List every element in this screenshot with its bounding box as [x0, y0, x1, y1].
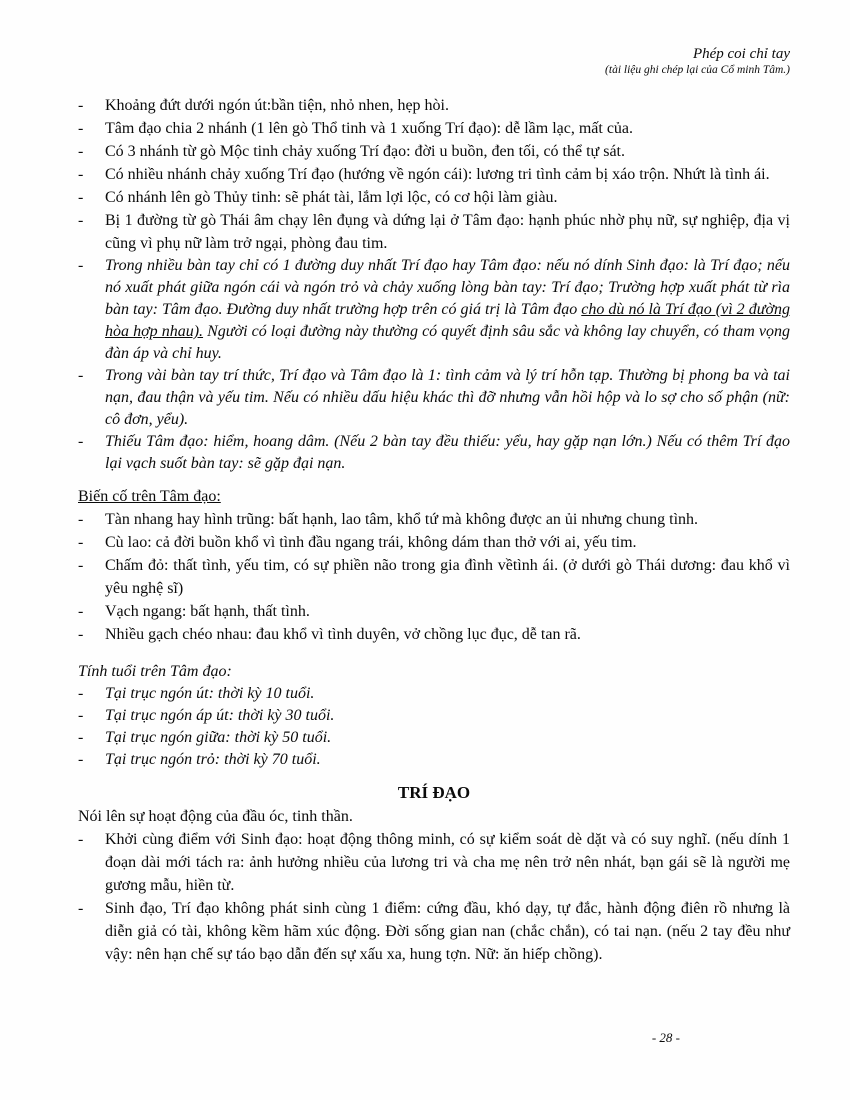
list-item	[78, 727, 790, 749]
bullet-dash: -	[78, 257, 84, 274]
bullet-dash: -	[78, 626, 84, 643]
bullet-dash: -	[78, 534, 84, 551]
list-item	[78, 897, 790, 966]
list-item-text: Vạch ngang: bất hạnh, thất tình.	[105, 603, 310, 620]
list-item	[78, 365, 790, 431]
list-item-text: Nhiều gạch chéo nhau: đau khổ vì tình duyên, vở chồng lục đục, dễ tan rã.	[105, 626, 581, 643]
list-item-text: Tàn nhang hay hình trũng: bất hạnh, lao tâm, khổ tứ mà không được an ủi nhưng chung tình.	[105, 511, 699, 528]
list-item	[78, 255, 790, 365]
bullet-dash: -	[78, 97, 84, 114]
list-item-text: Chấm đỏ: thất tình, yếu tim, có sự phiền não trong gia đình vềtình ái. (ở dưới gò Thái dương: đau khổ vì yêu nghệ sĩ)	[105, 557, 790, 597]
section-heading-tinh-tuoi: Tính tuổi trên Tâm đạo:	[78, 663, 232, 680]
list-item-text: Có nhánh lên gò Thủy tinh: sẽ phát tài, lắm lợi lộc, có cơ hội làm giàu.	[105, 189, 558, 206]
list-item	[78, 163, 790, 186]
list-item-text: Tại trục ngón áp út: thời kỳ 30 tuổi.	[105, 707, 335, 724]
list-item	[78, 209, 790, 255]
list-item-text: Thiếu Tâm đạo: hiểm, hoang dâm. (Nếu 2 bàn tay đều thiếu: yểu, hay gặp nạn lớn.) Nếu có thêm Trí đạo lại vạch suốt bàn tay: sẽ gặp đại nạn.	[105, 433, 790, 472]
list-item-text: Khoảng đứt dưới ngón út:bần tiện, nhỏ nhen, hẹp hòi.	[105, 97, 449, 114]
text-segment: Người có loại đường này thường có quyết định sâu sắc và không lay chuyển, có tham vọng đàn áp và chỉ huy.	[105, 323, 790, 362]
list-item	[78, 140, 790, 163]
bullet-dash: -	[78, 603, 84, 620]
section-heading-bien-co: Biến cố trên Tâm đạo:	[78, 488, 221, 505]
bullet-dash: -	[78, 143, 84, 160]
list-item	[78, 94, 790, 117]
bullet-dash: -	[78, 166, 84, 183]
list-item-text: Khởi cùng điểm với Sinh đạo: hoạt động thông minh, có sự kiểm soát dè dặt và có suy nghĩ. (nếu dính 1 đoạn dài mới tách ra: ảnh hưởng nhiều của lương tri và cha mẹ nên trở nên nhát, bạn gái sẽ là người mẹ gương mẫu, hiền từ.	[105, 831, 790, 894]
tri-dao-intro: Nói lên sự hoạt động của đầu óc, tinh thần.	[78, 808, 353, 825]
section-tam-dao-italic-notes	[78, 255, 790, 475]
bullet-dash: -	[78, 433, 84, 450]
document-body	[78, 94, 790, 966]
bullet-dash: -	[78, 729, 84, 746]
list-item	[78, 705, 790, 727]
list-item	[78, 531, 790, 554]
section-tinh-tuoi	[78, 660, 790, 771]
list-item-text: Tại trục ngón trỏ: thời kỳ 70 tuổi.	[105, 751, 321, 768]
list-item-text: Có 3 nhánh từ gò Mộc tinh chảy xuống Trí đạo: đời u buồn, đen tối, có thể tự sát.	[105, 143, 625, 160]
bullet-dash: -	[78, 831, 84, 848]
bullet-dash: -	[78, 367, 84, 384]
list-item-text: Tại trục ngón út: thời kỳ 10 tuổi.	[105, 685, 315, 702]
bullet-dash: -	[78, 685, 84, 702]
list-item-text: Trong vài bàn tay trí thức, Trí đạo và Tâm đạo là 1: tình cảm và lý trí hỗn tạp. Thường bị phong ba và tai nạn, đau thận và yếu tim. Nếu có nhiều dấu hiệu khác thì đỡ nhưng vẫn hồi hộp và lo sợ cho số phận (nữ: cô đơn, yểu).	[105, 367, 790, 428]
list-item	[78, 186, 790, 209]
list-item	[78, 683, 790, 705]
list-item-text: Cù lao: cả đời buồn khổ vì tình đầu ngang trái, không dám than thở với ai, yếu tim.	[105, 534, 637, 551]
text-segment: Trong nhiều bàn tay chỉ có 1 đường duy nhất Trí đạo hay Tâm đạo: nếu nó dính Sinh đạo: là Trí đạo; nếu nó xuất phát giữa ngón cái và ngón trỏ và chảy xuống lòng bàn tay: Trí đạo; Trường hợp xuất phát từ rìa bàn tay: Tâm đạo. Đường duy nhất trường hợp trên có giá trị là Tâm đạo	[105, 257, 790, 318]
list-item	[78, 623, 790, 646]
bullet-dash: -	[78, 900, 84, 917]
list-item-text: Bị 1 đường từ gò Thái âm chạy lên đụng và dứng lại ở Tâm đạo: hạnh phúc nhờ phụ nữ, sự nghiệp, địa vị cũng vì phụ nữ làm trở ngại, phòng đau tim.	[105, 212, 790, 252]
section-bien-co	[78, 485, 790, 646]
list-item	[78, 749, 790, 771]
list-item	[78, 554, 790, 600]
list-item-text	[105, 255, 790, 365]
page-header	[78, 45, 790, 78]
bullet-dash: -	[78, 511, 84, 528]
underlined-text-segment: cho dù nó là Trí đạo (vì 2 đường hòa hợp nhau).	[105, 301, 790, 340]
bullet-dash: -	[78, 751, 84, 768]
list-item-text: Tâm đạo chia 2 nhánh (1 lên gò Thổ tinh và 1 xuống Trí đạo): dễ lầm lạc, mất của.	[105, 120, 634, 137]
document-subtitle: (tài liệu ghi chép lại của Cổ minh Tâm.)	[605, 64, 790, 76]
document-title: Phép coi chỉ tay	[692, 46, 790, 62]
list-item	[78, 431, 790, 475]
bullet-dash: -	[78, 557, 84, 574]
list-item-text: Có nhiều nhánh chảy xuống Trí đạo (hướng về ngón cái): lương tri tình cảm bị xáo trộn. Nhứt là tình ái.	[105, 166, 770, 183]
list-item-text: Tại trục ngón giữa: thời kỳ 50 tuổi.	[105, 729, 332, 746]
bullet-dash: -	[78, 189, 84, 206]
list-item	[78, 828, 790, 897]
list-item	[78, 600, 790, 623]
page-number: - 28 -	[651, 1030, 680, 1045]
list-item	[78, 117, 790, 140]
section-tri-dao	[78, 781, 790, 966]
bullet-dash: -	[78, 707, 84, 724]
bullet-dash: -	[78, 212, 84, 229]
list-item-text: Sinh đạo, Trí đạo không phát sinh cùng 1 điểm: cứng đầu, khó dạy, tự đắc, hành động điên rồ nhưng là diễn giả có tài, không kềm hãm xúc động. Đời sống gian nan (chắc chắn), có tai nạn. (nếu 2 tay đều như vậy: nên hạn chế sự táo bạo dẫn đến sự xấu xa, hung tợn. Nữ: ăn hiếp chồng).	[105, 900, 790, 963]
section-tam-dao-notes	[78, 94, 790, 255]
section-heading-tri-dao: TRÍ ĐẠO	[397, 783, 471, 802]
bullet-dash: -	[78, 120, 84, 137]
list-item	[78, 508, 790, 531]
